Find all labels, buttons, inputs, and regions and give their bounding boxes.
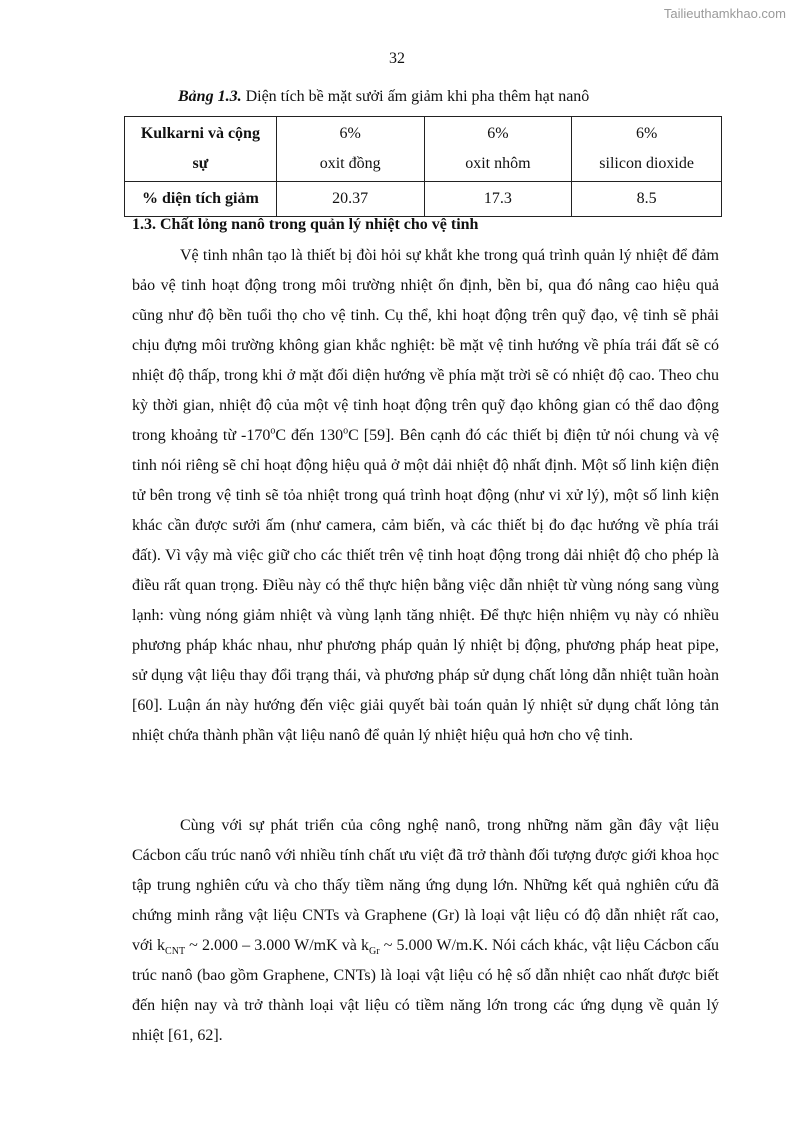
header-material: silicon dioxide	[599, 155, 694, 172]
paragraph-text: ~ 5.000 W/m.K. Nói cách khác, vật liệu Cácbon cấu trúc nanô (bao gồm Graphene, CNTs) là loại vật liệu có hệ số dẫn nhiệt cao nhất được biết đến hiện nay và trở thành loại vật liệu có tiềm năng lớn trong các ứng dụng về quản lý nhiệt [61, 62].	[132, 937, 720, 1044]
table-header-author	[125, 117, 277, 182]
table-cell: 17.3	[424, 182, 572, 217]
subscript: CNT	[165, 946, 186, 958]
header-author-line1: Kulkarni và cộng	[140, 125, 260, 142]
page-number: 32	[389, 50, 405, 67]
header-material: oxit đồng	[319, 155, 381, 172]
table-header-cell	[572, 117, 722, 182]
paragraph-text: Vệ tinh nhân tạo là thiết bị đòi hỏi sự khắt khe trong quá trình quản lý nhiệt để đảm bảo vệ tinh hoạt động trong môi trường nhiệt ổn định, bền bỉ, qua đó nâng cao hiệu quả cũng như độ bền tuổi thọ cho vệ tinh. Cụ thể, khi hoạt động trên quỹ đạo, vệ tinh sẽ phải chịu đựng môi trường không gian khắc nghiệt: bề mặt vệ tinh hướng về phía trái đất sẽ có nhiệt độ thấp, trong khi ở mặt đối diện hướng về phía mặt trời sẽ có nhiệt độ cao. Theo chu kỳ thời gian, nhiệt độ của một vệ tinh hoạt động trên quỹ đạo không gian có thể dao động trong khoảng từ -170	[132, 247, 719, 444]
body-paragraph	[132, 811, 719, 1051]
header-concentration: 6%	[339, 125, 361, 142]
body-paragraph	[132, 241, 719, 751]
header-concentration: 6%	[635, 125, 658, 142]
header-author-line2: sự	[192, 155, 209, 172]
header-concentration: 6%	[487, 125, 509, 142]
paragraph-text: C [59]. Bên cạnh đó các thiết bị điện tử nói chung và vệ tinh nói riêng sẽ chỉ hoạt động hiệu quả ở một dải nhiệt độ nhất định. Một số linh kiện điện tử bên trong vệ tinh sẽ tỏa nhiệt trong quá trình hoạt động (như vi xử lý), một số linh kiện khác cần được sưởi ấm (như camera, cảm biến, và các thiết bị đo đạc hướng về phía trái đất). Vì vậy mà việc giữ cho các thiết trên vệ tinh hoạt động trong dải nhiệt độ cho phép là điều rất quan trọng. Điều này có thể thực hiện bằng việc dẫn nhiệt từ vùng nóng sang vùng lạnh: vùng nóng giảm nhiệt và vùng lạnh tăng nhiệt. Để thực hiện nhiệm vụ này có nhiều phương pháp khác nhau, như phương pháp quản lý nhiệt bị động, phương pháp heat pipe, sử dụng vật liệu thay đổi trạng thái, và phương pháp sử dụng chất lỏng dẫn nhiệt tuần hoàn [60]. Luận án này hướng đến việc giải quyết bài toán quản lý nhiệt sử dụng chất lỏng tản nhiệt chứa thành phần vật liệu nanô để quản lý nhiệt hiệu quả hơn cho vệ tinh.	[132, 427, 720, 744]
degree-superscript: o	[270, 425, 276, 437]
paragraph-text: ~ 2.000 – 3.000 W/mK và k	[185, 937, 370, 954]
table-caption-label: Bảng 1.3.	[178, 88, 242, 105]
section-heading: 1.3. Chất lỏng nanô trong quản lý nhiệt cho vệ tinh	[132, 216, 479, 233]
header-material: oxit nhôm	[465, 155, 531, 172]
table-cell: 8.5	[572, 182, 722, 217]
table-header-cell	[424, 117, 572, 182]
paragraph-text: Cùng với sự phát triển của công nghệ nanô, trong những năm gần đây vật liệu Cácbon cấu trúc nanô với nhiều tính chất ưu việt đã trở thành đối tượng được giới khoa học tập trung nghiên cứu và cho thấy tiềm năng ứng dụng lớn. Những kết quả nghiên cứu đã chứng minh rằng vật liệu CNTs và Graphene (Gr) là loại vật liệu có độ dẫn nhiệt rất cao, với k	[132, 817, 719, 954]
degree-superscript: o	[343, 425, 349, 437]
paragraph-text: C đến 130	[275, 427, 344, 444]
subscript: Gr	[369, 946, 380, 958]
table-header-row	[125, 117, 722, 182]
table-row-label: % diện tích giảm	[125, 182, 277, 217]
table-cell: 20.37	[276, 182, 424, 217]
table-header-cell	[276, 117, 424, 182]
surface-area-table	[124, 116, 722, 217]
table-caption-text: Diện tích bề mặt sưởi ấm giảm khi pha thêm hạt nanô	[241, 88, 590, 105]
watermark: Tailieuthamkhao.com	[663, 6, 786, 21]
table-row	[125, 182, 722, 217]
table-caption	[178, 88, 589, 106]
